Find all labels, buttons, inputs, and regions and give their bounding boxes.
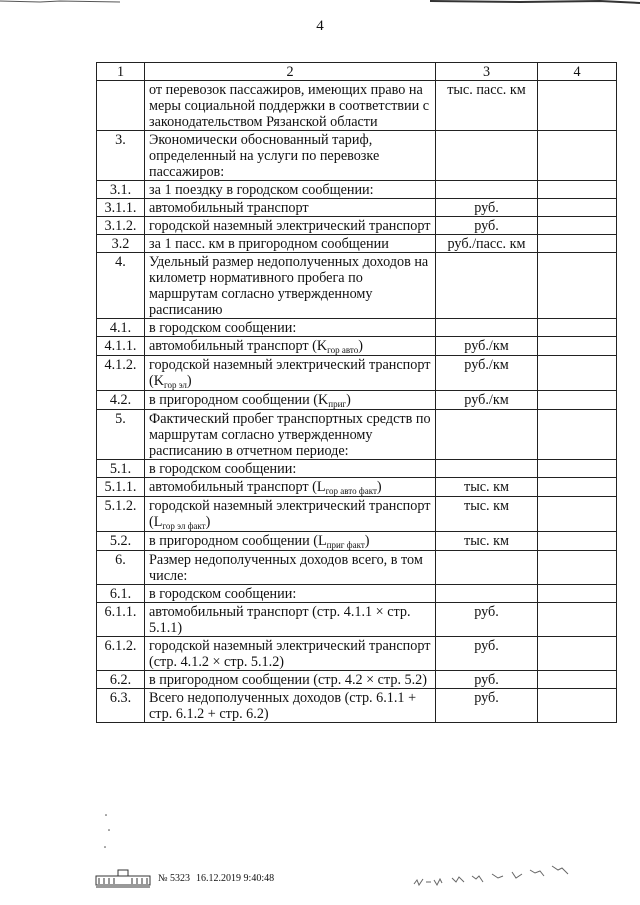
row-value-cell <box>538 671 617 689</box>
table-row <box>97 585 617 603</box>
row-unit-cell: руб. <box>436 199 538 217</box>
row-unit-cell: тыс. км <box>436 478 538 497</box>
table-row <box>97 81 617 131</box>
table-row <box>97 410 617 460</box>
table-row <box>97 637 617 671</box>
row-description-cell: в городском сообщении: <box>145 319 436 337</box>
row-number-cell: 5.1.1. <box>97 478 145 497</box>
row-value-cell <box>538 337 617 356</box>
row-number-cell: 3. <box>97 131 145 181</box>
header-cell-4: 4 <box>538 63 617 81</box>
row-unit-cell: руб./км <box>436 337 538 356</box>
row-description-cell <box>145 478 436 497</box>
table-row <box>97 181 617 199</box>
table-row <box>97 532 617 551</box>
page-number: 4 <box>316 18 324 34</box>
description-text: городской наземный электрический транспорт (L <box>149 498 431 530</box>
row-unit-cell <box>436 585 538 603</box>
row-number-cell: 4. <box>97 253 145 319</box>
row-number-cell: 6.1.2. <box>97 637 145 671</box>
row-number-cell: 4.1.1. <box>97 337 145 356</box>
row-value-cell <box>538 551 617 585</box>
closing-paren: ) <box>364 533 370 549</box>
row-description-cell: городской наземный электрический транспорт <box>145 217 436 235</box>
description-text: городской наземный электрический транспорт (K <box>149 357 431 389</box>
table-row <box>97 337 617 356</box>
row-unit-cell <box>436 253 538 319</box>
table-row <box>97 391 617 410</box>
row-number-cell <box>97 81 145 131</box>
row-number-cell: 3.1. <box>97 181 145 199</box>
row-number-cell: 5.2. <box>97 532 145 551</box>
row-description-cell: городской наземный электрический транспорт (стр. 4.1.2 × стр. 5.1.2) <box>145 637 436 671</box>
row-description-cell: Размер недополученных доходов всего, в том числе: <box>145 551 436 585</box>
row-unit-cell: тыс. пасс. км <box>436 81 538 131</box>
row-number-cell: 4.1. <box>97 319 145 337</box>
table-row <box>97 217 617 235</box>
row-unit-cell: руб. <box>436 217 538 235</box>
row-description-cell: в городском сообщении: <box>145 460 436 478</box>
table-row <box>97 603 617 637</box>
closing-paren: ) <box>358 338 363 354</box>
row-value-cell <box>538 199 617 217</box>
row-number-cell: 5. <box>97 410 145 460</box>
table-row <box>97 460 617 478</box>
row-description-cell: автомобильный транспорт (стр. 4.1.1 × стр. 5.1.1) <box>145 603 436 637</box>
row-value-cell <box>538 532 617 551</box>
row-unit-cell <box>436 131 538 181</box>
description-text: автомобильный транспорт (K <box>149 338 328 354</box>
row-description-cell: Удельный размер недополученных доходов на километр нормативного пробега по маршрутам согласно утвержденному расписанию <box>145 253 436 319</box>
table-row <box>97 253 617 319</box>
row-value-cell <box>538 410 617 460</box>
table-row <box>97 319 617 337</box>
row-unit-cell: тыс. км <box>436 532 538 551</box>
row-unit-cell <box>436 551 538 585</box>
tariff-table <box>96 62 617 723</box>
header-cell-3: 3 <box>436 63 538 81</box>
row-unit-cell: руб. <box>436 603 538 637</box>
scan-edge-noise <box>0 0 640 6</box>
description-text: в пригородном сообщении (L <box>149 533 327 549</box>
row-description-cell: Экономически обоснованный тариф, определенный на услуги по перевозке пассажиров: <box>145 131 436 181</box>
table-row <box>97 478 617 497</box>
table-row <box>97 199 617 217</box>
row-number-cell: 6. <box>97 551 145 585</box>
row-value-cell <box>538 603 617 637</box>
table-row <box>97 551 617 585</box>
row-unit-cell <box>436 410 538 460</box>
doc-number: № 5323 <box>158 872 191 884</box>
row-number-cell: 6.2. <box>97 671 145 689</box>
variable-subscript: гор авто <box>327 345 359 355</box>
building-stamp-icon <box>94 868 152 888</box>
row-unit-cell: руб. <box>436 637 538 671</box>
row-description-cell: в городском сообщении: <box>145 585 436 603</box>
row-number-cell: 3.1.2. <box>97 217 145 235</box>
row-description-cell: за 1 пасс. км в пригородном сообщении <box>145 235 436 253</box>
row-value-cell <box>538 460 617 478</box>
row-number-cell: 6.3. <box>97 689 145 723</box>
row-value-cell <box>538 689 617 723</box>
row-value-cell <box>538 391 617 410</box>
row-value-cell <box>538 585 617 603</box>
row-value-cell <box>538 356 617 391</box>
row-description-cell <box>145 497 436 532</box>
row-value-cell <box>538 478 617 497</box>
row-description-cell <box>145 356 436 391</box>
row-value-cell <box>538 81 617 131</box>
row-number-cell: 6.1. <box>97 585 145 603</box>
document-footer <box>94 868 274 888</box>
variable-subscript: гор авто факт <box>325 486 377 496</box>
margin-marks <box>102 812 114 852</box>
row-value-cell <box>538 181 617 199</box>
row-unit-cell <box>436 181 538 199</box>
row-unit-cell: тыс. км <box>436 497 538 532</box>
row-description-cell <box>145 337 436 356</box>
closing-paren: ) <box>346 392 351 408</box>
signature-scribble <box>412 862 582 892</box>
row-number-cell: 6.1.1. <box>97 603 145 637</box>
variable-subscript: приг факт <box>326 540 365 550</box>
row-description-cell: автомобильный транспорт <box>145 199 436 217</box>
row-description-cell: в пригородном сообщении (стр. 4.2 × стр. 5.2) <box>145 671 436 689</box>
header-cell-2: 2 <box>145 63 436 81</box>
row-value-cell <box>538 131 617 181</box>
row-value-cell <box>538 497 617 532</box>
row-description-cell: за 1 поездку в городском сообщении: <box>145 181 436 199</box>
row-description-cell: от перевозок пассажиров, имеющих право на меры социальной поддержки в соответствии с законодательством Рязанской области <box>145 81 436 131</box>
table-row <box>97 235 617 253</box>
description-text: автомобильный транспорт (L <box>149 479 326 495</box>
row-value-cell <box>538 217 617 235</box>
row-unit-cell: руб. <box>436 671 538 689</box>
row-number-cell: 3.2 <box>97 235 145 253</box>
closing-paren: ) <box>205 514 211 530</box>
row-unit-cell: руб. <box>436 689 538 723</box>
table-row <box>97 356 617 391</box>
row-description-cell: Фактический пробег транспортных средств по маршрутам согласно утвержденному расписанию в отчетном периоде: <box>145 410 436 460</box>
description-text: в пригородном сообщении (K <box>149 392 329 408</box>
row-unit-cell <box>436 319 538 337</box>
table-row <box>97 671 617 689</box>
doc-datetime: 16.12.2019 9:40:48 <box>196 872 275 884</box>
row-value-cell <box>538 637 617 671</box>
closing-paren: ) <box>376 479 382 495</box>
row-number-cell: 3.1.1. <box>97 199 145 217</box>
row-value-cell <box>538 253 617 319</box>
closing-paren: ) <box>186 373 192 389</box>
table-row <box>97 689 617 723</box>
row-number-cell: 5.1. <box>97 460 145 478</box>
row-number-cell: 4.2. <box>97 391 145 410</box>
row-unit-cell: руб./пасс. км <box>436 235 538 253</box>
row-description-cell <box>145 532 436 551</box>
table-header-row <box>97 63 617 81</box>
variable-subscript: приг <box>328 399 347 409</box>
header-cell-1: 1 <box>97 63 145 81</box>
row-number-cell: 4.1.2. <box>97 356 145 391</box>
row-unit-cell: руб./км <box>436 391 538 410</box>
table-body <box>97 81 617 723</box>
row-unit-cell <box>436 460 538 478</box>
table-row <box>97 131 617 181</box>
variable-subscript: гор эл факт <box>162 521 206 531</box>
row-number-cell: 5.1.2. <box>97 497 145 532</box>
row-description-cell: Всего недополученных доходов (стр. 6.1.1 + стр. 6.1.2 + стр. 6.2) <box>145 689 436 723</box>
variable-subscript: гор эл <box>163 380 187 390</box>
row-description-cell <box>145 391 436 410</box>
row-value-cell <box>538 235 617 253</box>
row-value-cell <box>538 319 617 337</box>
row-unit-cell: руб./км <box>436 356 538 391</box>
table-row <box>97 497 617 532</box>
